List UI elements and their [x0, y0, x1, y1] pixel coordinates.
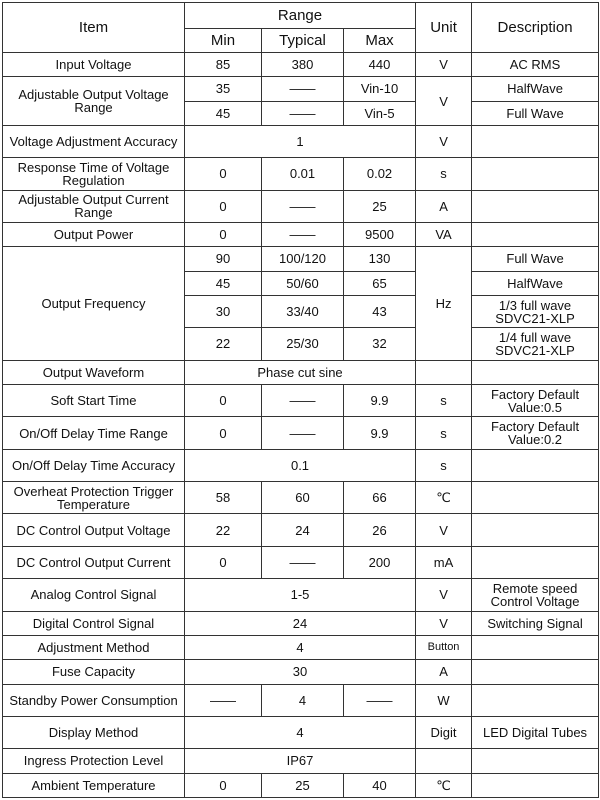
description-cell: AC RMS [472, 53, 599, 77]
typical-cell: 25/30 [262, 328, 344, 360]
description-cell: 1/4 full wave SDVC21-XLP [472, 328, 599, 360]
description-cell [472, 360, 599, 384]
item-cell: Soft Start Time [3, 384, 185, 416]
max-cell: 9500 [344, 223, 416, 247]
unit-cell [416, 360, 472, 384]
description-cell: Full Wave [472, 247, 599, 271]
header-max: Max [344, 29, 416, 53]
unit-cell: V [416, 77, 472, 126]
table-row [3, 546, 599, 578]
description-cell [472, 773, 599, 797]
min-cell: 90 [185, 247, 262, 271]
typical-cell: —— [262, 384, 344, 416]
description-cell [472, 514, 599, 546]
max-cell: 440 [344, 53, 416, 77]
max-cell: 130 [344, 247, 416, 271]
min-cell: 45 [185, 271, 262, 295]
typical-cell: —— [262, 223, 344, 247]
description-cell: Factory Default Value:0.2 [472, 417, 599, 449]
item-cell: Ingress Protection Level [3, 749, 185, 773]
unit-cell: W [416, 684, 472, 716]
max-cell: —— [344, 684, 416, 716]
typical-cell: —— [262, 77, 344, 101]
table-row [3, 125, 599, 157]
table-row [3, 749, 599, 773]
header-unit: Unit [416, 3, 472, 53]
unit-cell: V [416, 611, 472, 635]
value-cell: 0.1 [185, 449, 416, 481]
item-cell: Display Method [3, 716, 185, 748]
min-cell: 0 [185, 546, 262, 578]
max-cell: Vin-5 [344, 101, 416, 125]
description-cell [472, 635, 599, 659]
value-cell: 30 [185, 660, 416, 684]
item-cell: Voltage Adjustment Accuracy [3, 125, 185, 157]
table-row [3, 247, 599, 271]
unit-cell: A [416, 660, 472, 684]
value-cell: 4 [185, 716, 416, 748]
unit-cell: s [416, 384, 472, 416]
item-cell: Output Frequency [3, 247, 185, 360]
table-row [3, 611, 599, 635]
max-cell: 0.02 [344, 158, 416, 190]
description-cell [472, 190, 599, 222]
description-cell: 1/3 full wave SDVC21-XLP [472, 295, 599, 327]
typical-cell: 50/60 [262, 271, 344, 295]
min-cell: 35 [185, 77, 262, 101]
table-row [3, 684, 599, 716]
table-row [3, 660, 599, 684]
typical-cell: 60 [262, 482, 344, 514]
table-row [3, 773, 599, 797]
max-cell: 43 [344, 295, 416, 327]
max-cell: 200 [344, 546, 416, 578]
min-cell: 0 [185, 158, 262, 190]
max-cell: 32 [344, 328, 416, 360]
table-row [3, 417, 599, 449]
table-row [3, 482, 599, 514]
item-cell: Input Voltage [3, 53, 185, 77]
min-cell: 0 [185, 223, 262, 247]
unit-cell: V [416, 125, 472, 157]
description-cell: HalfWave [472, 77, 599, 101]
max-cell: 26 [344, 514, 416, 546]
typical-cell: 24 [262, 514, 344, 546]
item-cell: Adjustable Output Voltage Range [3, 77, 185, 126]
description-cell: LED Digital Tubes [472, 716, 599, 748]
table-row [3, 449, 599, 481]
unit-cell: A [416, 190, 472, 222]
table-row [3, 360, 599, 384]
unit-cell: Hz [416, 247, 472, 360]
typical-cell: 25 [262, 773, 344, 797]
description-cell [472, 684, 599, 716]
typical-cell: —— [262, 101, 344, 125]
min-cell: 30 [185, 295, 262, 327]
description-cell [472, 660, 599, 684]
item-cell: Digital Control Signal [3, 611, 185, 635]
description-cell [472, 749, 599, 773]
min-cell: 22 [185, 514, 262, 546]
item-cell: Analog Control Signal [3, 579, 185, 611]
item-cell: On/Off Delay Time Range [3, 417, 185, 449]
unit-cell: ℃ [416, 482, 472, 514]
min-cell: 0 [185, 190, 262, 222]
header-min: Min [185, 29, 262, 53]
min-cell: 22 [185, 328, 262, 360]
unit-cell: mA [416, 546, 472, 578]
max-cell: 65 [344, 271, 416, 295]
min-cell: —— [185, 684, 262, 716]
max-cell: 9.9 [344, 417, 416, 449]
unit-cell: Button [416, 635, 472, 659]
max-cell: 9.9 [344, 384, 416, 416]
item-cell: Ambient Temperature [3, 773, 185, 797]
table-row [3, 716, 599, 748]
table-row [3, 514, 599, 546]
item-cell: Response Time of Voltage Regulation [3, 158, 185, 190]
unit-cell: V [416, 579, 472, 611]
max-cell: Vin-10 [344, 77, 416, 101]
value-cell: 1 [185, 125, 416, 157]
unit-cell: V [416, 514, 472, 546]
header-item: Item [3, 3, 185, 53]
table-row [3, 635, 599, 659]
value-cell: 4 [185, 635, 416, 659]
description-cell: Full Wave [472, 101, 599, 125]
typical-cell: —— [262, 546, 344, 578]
item-cell: Overheat Protection Trigger Temperature [3, 482, 185, 514]
table-row [3, 190, 599, 222]
item-cell: Fuse Capacity [3, 660, 185, 684]
description-cell: Factory Default Value:0.5 [472, 384, 599, 416]
table-row [3, 223, 599, 247]
item-cell: Output Power [3, 223, 185, 247]
table-row [3, 579, 599, 611]
description-cell: Remote speed Control Voltage [472, 579, 599, 611]
description-cell: HalfWave [472, 271, 599, 295]
description-cell [472, 158, 599, 190]
item-cell: Output Waveform [3, 360, 185, 384]
unit-cell: s [416, 449, 472, 481]
min-cell: 45 [185, 101, 262, 125]
typical-cell: 380 [262, 53, 344, 77]
unit-cell [416, 749, 472, 773]
description-cell [472, 125, 599, 157]
item-cell: DC Control Output Current [3, 546, 185, 578]
unit-cell: s [416, 417, 472, 449]
item-cell: DC Control Output Voltage [3, 514, 185, 546]
max-cell: 25 [344, 190, 416, 222]
typical-cell: 4 [262, 684, 344, 716]
unit-cell: VA [416, 223, 472, 247]
value-cell: 24 [185, 611, 416, 635]
item-cell: Standby Power Consumption [3, 684, 185, 716]
min-cell: 0 [185, 417, 262, 449]
unit-cell: V [416, 53, 472, 77]
min-cell: 0 [185, 773, 262, 797]
typical-cell: 100/120 [262, 247, 344, 271]
value-cell: IP67 [185, 749, 416, 773]
typical-cell: 0.01 [262, 158, 344, 190]
header-typical: Typical [262, 29, 344, 53]
unit-cell: s [416, 158, 472, 190]
typical-cell: —— [262, 190, 344, 222]
value-cell: 1-5 [185, 579, 416, 611]
typical-cell: —— [262, 417, 344, 449]
table-row [3, 53, 599, 77]
min-cell: 85 [185, 53, 262, 77]
item-cell: Adjustment Method [3, 635, 185, 659]
header-range: Range [185, 3, 416, 29]
description-cell: Switching Signal [472, 611, 599, 635]
spec-table [2, 2, 599, 798]
description-cell [472, 482, 599, 514]
description-cell [472, 449, 599, 481]
item-cell: On/Off Delay Time Accuracy [3, 449, 185, 481]
typical-cell: 33/40 [262, 295, 344, 327]
table-row [3, 384, 599, 416]
unit-cell: ℃ [416, 773, 472, 797]
max-cell: 40 [344, 773, 416, 797]
min-cell: 0 [185, 384, 262, 416]
item-cell: Adjustable Output Current Range [3, 190, 185, 222]
value-cell: Phase cut sine [185, 360, 416, 384]
table-row [3, 77, 599, 101]
max-cell: 66 [344, 482, 416, 514]
unit-cell: Digit [416, 716, 472, 748]
table-row [3, 158, 599, 190]
description-cell [472, 546, 599, 578]
header-description: Description [472, 3, 599, 53]
min-cell: 58 [185, 482, 262, 514]
description-cell [472, 223, 599, 247]
